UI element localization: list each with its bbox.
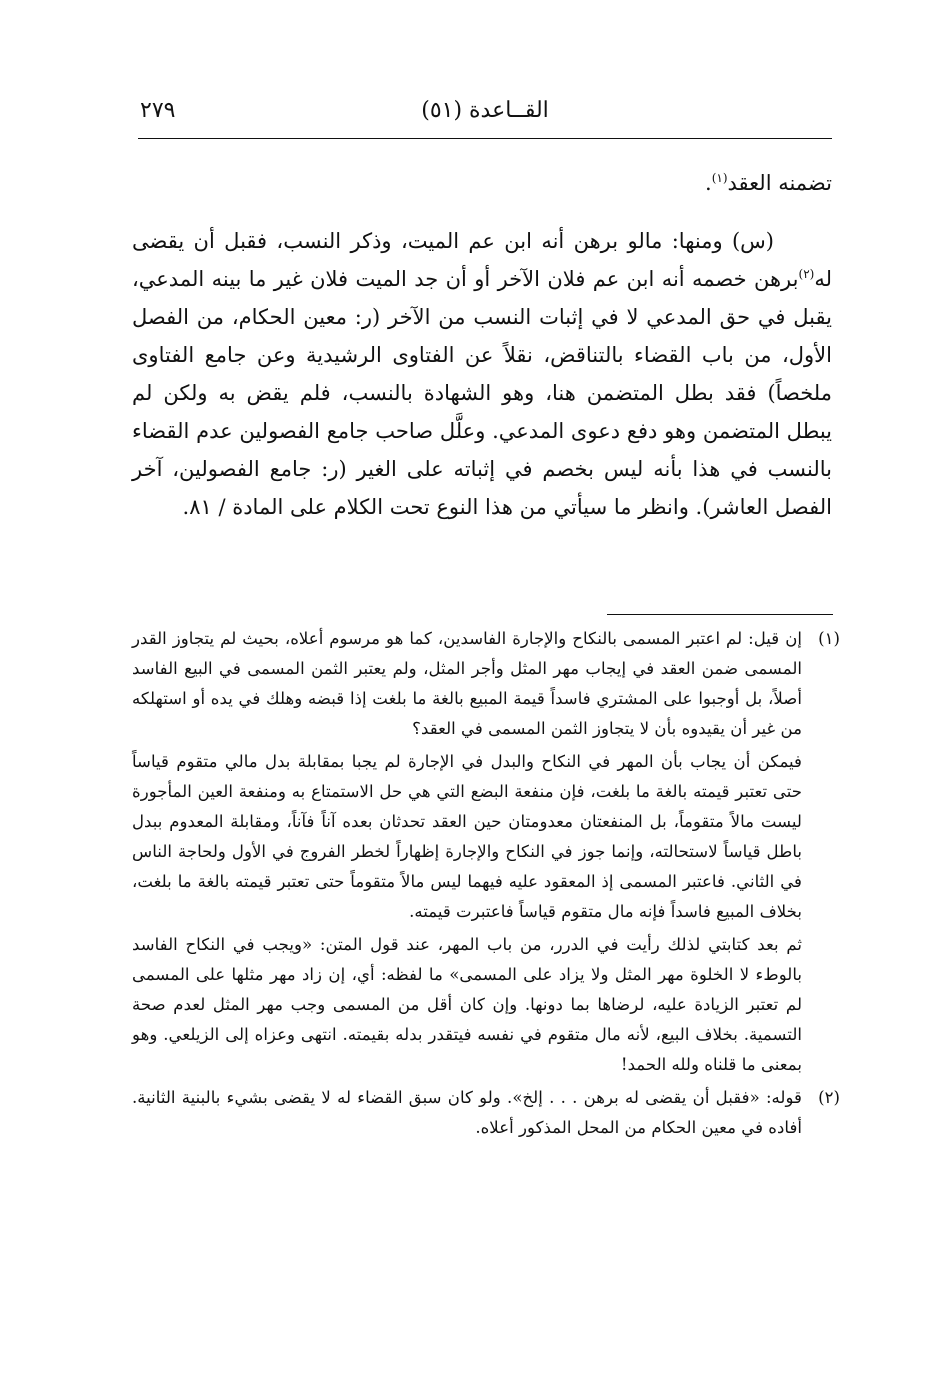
footnote-paragraph: إن قيل: لم اعتبر المسمى بالنكاح والإجارة الفاسدين، كما هو مرسوم أعلاه، بحيث لم يتجاوز القدر المسمى ضمن العقد في إيجاب مهر المثل وأجر المثل، ولم يعتبر الثمن المسمى في البيع الفاسد أصلاً، بل أوجبوا على المشتري فاسداً قيمة المبيع بالغة ما بلغت إذا قبضه وهلك في يده أو استهلكه من غير أن يقيدوه بأن لا يتجاوز الثمن المسمى في العقد؟ [132, 629, 802, 738]
footnote-paragraph: ثم بعد كتابتي لذلك رأيت في الدرر، من باب المهر، عند قول المتن: «ويجب في النكاح الفاسد بالوطء لا الخلوة مهر المثل ولا يزاد على المسمى» ما لفظه: أي، إن زاد مهر مثلها على المسمى لم تعتبر الزيادة عليه، لرضاها بما دونها. وإن كان أقل من المسمى وجب مهر المثل لعدم صحة التسمية. بخلاف البيع، لأنه مال متقوم في نفسه فيتقدر بدله بقيمته. انتهى وعزاه إلى الزيلعي. وهو بمعنى ما قلناه ولله الحمد! [132, 935, 802, 1074]
footnote-number: (٢) [818, 1088, 840, 1107]
footnote-1 [132, 624, 840, 1080]
footnote-2 [132, 1083, 840, 1143]
running-header [138, 98, 832, 134]
paragraph-text-part2: برهن خصمه أنه ابن عم فلان الآخر أو أن جد الميت فلان غير ما بينه المدعي، يقبل في حق المدعي لا في إثبات النسب من الآخر (ر: معين الحكام، من الفصل الأول، من باب القضاء بالتناقض، نقلاً عن الفتاوى الرشيدية وعن جامع الفتاوى ملخصاً) فقد بطل المتضمن هنا، وهو الشهادة بالنسب، فلم يقض به ولكن لم يبطل المتضمن وهو دفع دعوى المدعي. وعلَّل صاحب جامع الفصولين عدم القضاء بالنسب في هذا بأنه ليس بخصم في إثباته على الغير (ر: جامع الفصولين، آخر الفصل العاشر). وانظر ما سيأتي من هذا النوع تحت الكلام على المادة / ٨١. [132, 267, 832, 519]
footnote-divider [607, 614, 833, 615]
footnote-ref-1: (١) [711, 171, 728, 185]
footnote-number: (١) [818, 629, 840, 648]
header-divider [138, 138, 832, 139]
footnotes [132, 624, 840, 1146]
chapter-title: القــاعدة (٥١) [421, 98, 549, 123]
footnote-ref-2: (٢) [798, 267, 815, 281]
footnote-paragraph: قوله: «فقبل أن يقضى له برهن . . . إلخ». ولو كان سبق القضاء له لا يقضى بشيء بالبنية الثانية. أفاده في معين الحكام من المحل المذكور أعلاه. [132, 1088, 802, 1137]
continuation-line: تضمنه العقد$^{(١)}$. [705, 171, 832, 195]
footnote-paragraph: فيمكن أن يجاب بأن المهر في النكاح والبدل في الإجارة لم يجبا بمقابلة بدل مالي متقوم قياساً حتى تعتبر قيمته بالغة ما بلغت، فإن منفعة البضع التي هي حل الاستمتاع به ومنفعة العين المأجورة ليست مالاً متقوماً، بل المنفعتان معدومتان حين العقد تحدثان بعده آناً فآناً، ومقابلة المعدوم ببدل باطل قياساً لاستحالته، وإنما جوز في النكاح والإجارة إظهاراً لخطر الفروج في الأول ولحاجة الناس في الثاني. فاعتبر المسمى إذ المعقود عليه فيهما ليس مالاً متقوماً حتى تعتبر قيمته بالغة ما بلغت، بخلاف المبيع فاسداً فإنه مال متقوم قياساً فاعتبرت قيمته. [132, 752, 802, 921]
paragraph-text-part1: (س) ومنها: مالو برهن أنه ابن عم الميت، وذكر النسب، فقبل أن يقضى له [132, 229, 832, 291]
page-number: ٢٧٩ [140, 98, 176, 123]
continuation-text: تضمنه العقد [727, 171, 832, 195]
main-paragraph [132, 222, 832, 526]
